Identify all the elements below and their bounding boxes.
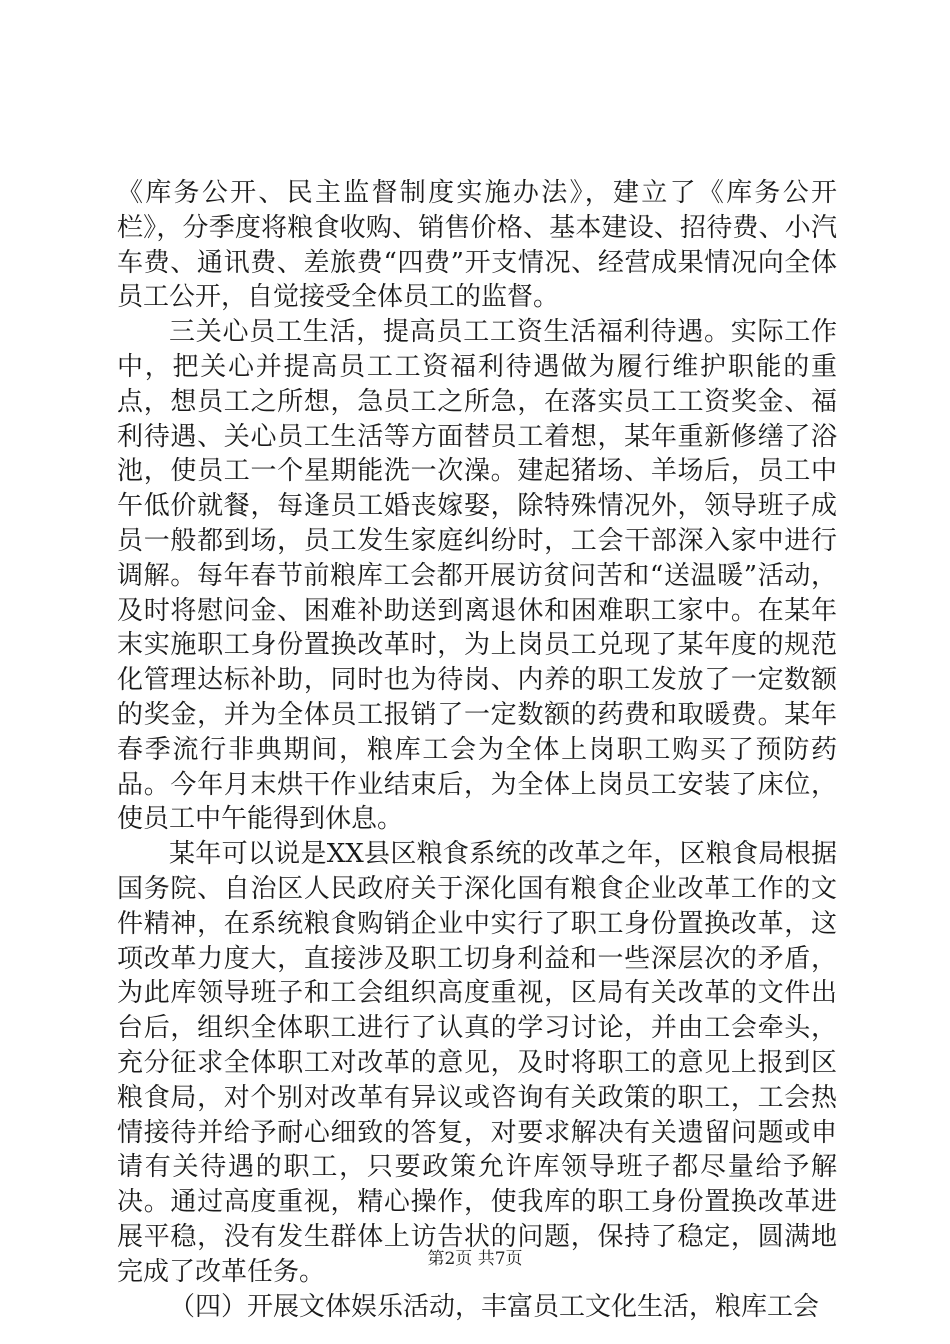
paragraph-2: 三关心员工生活，提高员工工资生活福利待遇。实际工作中，把关心并提高员工工资福利待遇做为履行维护职能的重点，想员工之所想，急员工之所急，在落实员工工资奖金、福利待遇、关心员工生活等方面替员工着想，某年重新修缮了浴池，使员工一个星期能洗一次澡。建起猪场、羊场后，员工中午低价就餐，每逢员工婚丧嫁娶，除特殊情况外，领导班子成员一般都到场，员工发生家庭纠纷时，工会干部深入家中进行调解。每年春节前粮库工会都开展访贫问苦和“送温暖”活动，及时将慰问金、困难补助送到离退休和困难职工家中。在某年末实施职工身份置换改革时，为上岗员工兑现了某年度的规范化管理达标补助，同时也为待岗、内养的职工发放了一定数额的奖金，并为全体员工报销了一定数额的药费和取暖费。某年春季流行非典期间，粮库工会为全体上岗职工购买了预防药品。今年月末烘干作业结束后，为全体上岗员工安装了床位，使员工中午能得到休息。 [117, 317, 837, 835]
paragraph-3: 某年可以说是XX县区粮食系统的改革之年，区粮食局根据国务院、自治区人民政府关于深化国有粮食企业改革工作的文件精神，在系统粮食购销企业中实行了职工身份置换改革，这项改革力度大，直接涉及职工切身利益和一些深层次的矛盾，为此库领导班子和工会组织高度重视，区局有关改革的文件出台后，组织全体职工进行了认真的学习讨论，并由工会牵头，充分征求全体职工对改革的意见，及时将职工的意见上报到区粮食局，对个别对改革有异议或咨询有关政策的职工，工会热情接待并给予耐心细致的答复，对要求解决有关遗留问题或申请有关待遇的职工，只要政策允许库领导班子都尽量给予解决。通过高度重视，精心操作，使我库的职工身份置换改革进展平稳，没有发生群体上访告状的问题，保持了稳定，圆满地完成了改革任务。 [117, 839, 837, 1287]
document-body [117, 176, 837, 1324]
paragraph-4: （四）开展文体娱乐活动，丰富员工文化生活，粮库工会 [169, 1291, 820, 1322]
page-number-footer: 第2页 共7页 [427, 1249, 523, 1269]
paragraph-1: 《库务公开、民主监督制度实施办法》，建立了《库务公开栏》，分季度将粮食收购、销售价格、基本建设、招待费、小汽车费、通讯费、差旅费“四费”开支情况、经营成果情况向全体员工公开，自觉接受全体员工的监督。 [117, 178, 837, 313]
